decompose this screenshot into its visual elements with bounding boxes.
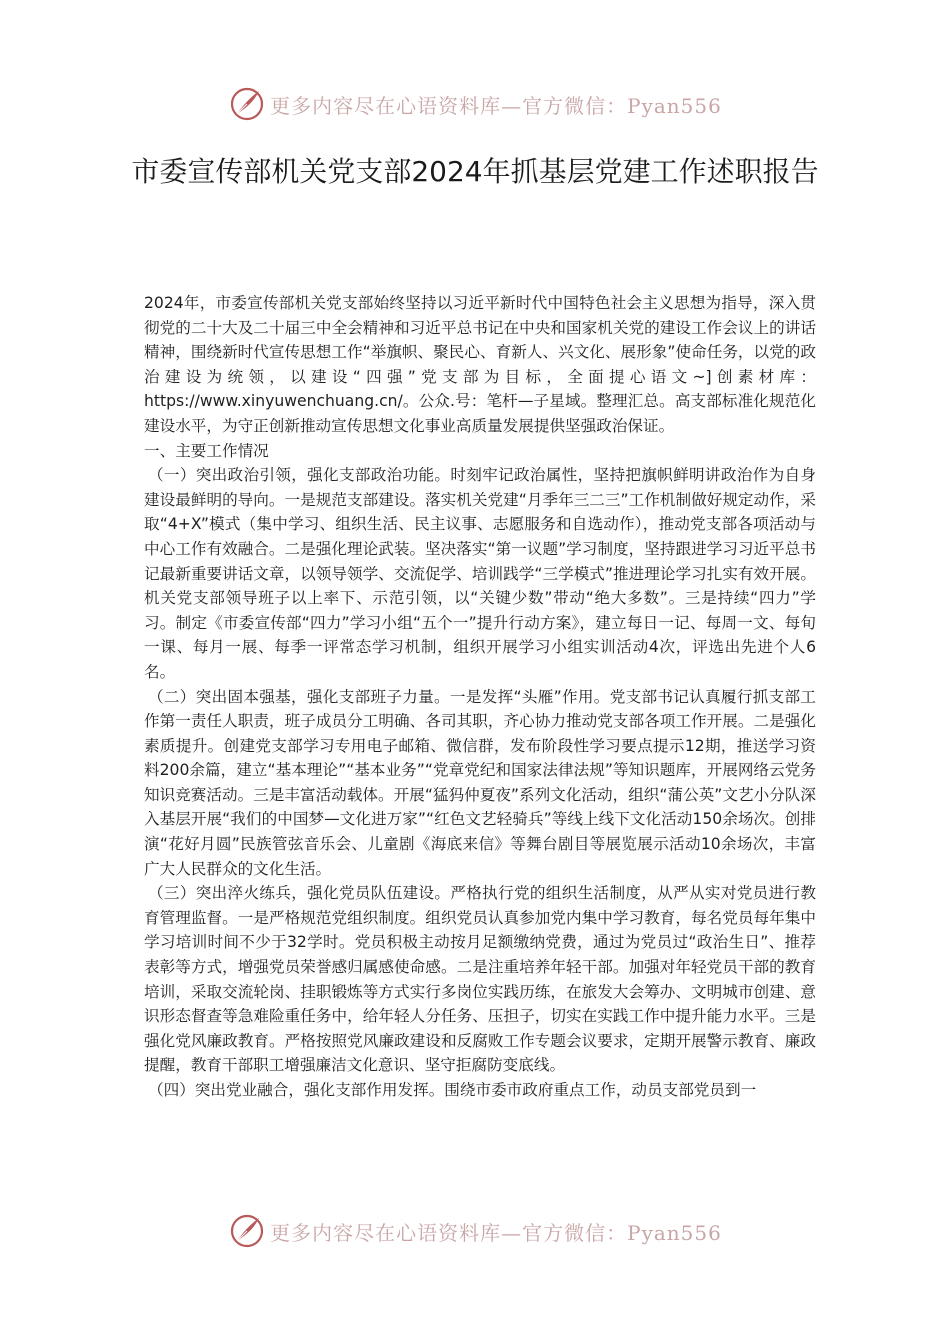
body-paragraph: （四）突出党业融合，强化支部作用发挥。围绕市委市政府重点工作，动员支部党员到一 [148, 1081, 757, 1099]
section-heading: 一、主要工作情况 [144, 441, 269, 460]
quill-logo-icon [228, 85, 266, 123]
watermark-banner-top [0, 82, 950, 126]
quill-logo-icon [228, 1212, 266, 1250]
document-body [144, 291, 816, 1103]
body-paragraph: （一）突出政治引领，强化支部政治功能。时刻牢记政治属性，坚持把旗帜鲜明讲政治作为自身建设最鲜明的导向。一是规范支部建设。落实机关党建“月季年三二三”工作机制做好规定动作，采取“4+X”模式（集中学习、组织生活、民主议事、志愿服务和自选动作），推动党支部各项活动与中心工作有效融合。二是强化理论武装。坚决落实“第一议题”学习制度，坚持跟进学习习近平总书记最新重要讲话文章，以领导领学、交流促学、培训践学“三学模式”推进理论学习扎实有效开展。机关党支部领导班子以上率下、示范引领，以“关键少数”带动“绝大多数”。三是持续“四力”学习。制定《市委宣传部“四力”学习小组“五个一”提升行动方案》，建立每日一记、每周一文、每旬一课、每月一展、每季一评常态学习机制，组织开展学习小组实训活动4次，评选出先进个人6名。 [144, 466, 816, 681]
intro-paragraph: 2024年，市委宣传部机关党支部始终坚持以习近平新时代中国特色社会主义思想为指导，深入贯彻党的二十大及二十届三中全会精神和习近平总书记在中央和国家机关党的建设工作会议上的讲话精神，围绕新时代宣传思想工作“举旗帜、聚民心、育新人、兴文化、展形象”使命任务，以党的政治建设为统领，以建设“四强”党支部为目标，全面提心语文~]创素材库：https://www.xinyuwenchuang.cn/。公众.号：笔杆—子星域。整理汇总。高支部标准化规范化建设水平，为守正创新推动宣传思想文化事业高质量发展提供坚强政治保证。 [144, 294, 816, 435]
watermark-text: 更多内容尽在心语资料库—官方微信：Pyan556 [270, 93, 722, 118]
document-title: 市委宣传部机关党支部2024年抓基层党建工作述职报告 [131, 155, 819, 188]
body-paragraph: （三）突出淬火练兵，强化党员队伍建设。严格执行党的组织生活制度，从严从实对党员进行教育管理监督。一是严格规范党组织制度。组织党员认真参加党内集中学习教育，每名党员每年集中学习培训时间不少于32学时。党员积极主动按月足额缴纳党费，通过为党员过“政治生日”、推荐表彰等方式，增强党员荣誉感归属感使命感。二是注重培养年轻干部。加强对年轻党员干部的教育培训，采取交流轮岗、挂职锻炼等方式实行多岗位实践历练，在旅发大会筹办、文明城市创建、意识形态督查等急难险重任务中，给年轻人分任务、压担子，切实在实践工作中提升能力水平。三是强化党风廉政教育。严格按照党风廉政建设和反腐败工作专题会议要求，定期开展警示教育、廉政提醒，教育干部职工增强廉洁文化意识、坚守拒腐防变底线。 [144, 884, 816, 1075]
body-paragraph: （二）突出固本强基，强化支部班子力量。一是发挥“头雁”作用。党支部书记认真履行抓支部工作第一责任人职责，班子成员分工明确、各司其职，齐心协力推动党支部各项工作开展。二是强化素质提升。创建党支部学习专用电子邮箱、微信群，发布阶段性学习要点提示12期，推送学习资料200余篇，建立“基本理论”“基本业务”“党章党纪和国家法律法规”等知识题库，开展网络云党务知识竞赛活动。三是丰富活动载体。开展“猛犸仲夏夜”系列文化活动，组织“蒲公英”文艺小分队深入基层开展“我们的中国梦—文化进万家”“红色文艺轻骑兵”等线上线下文化活动150余场次。创排演“花好月圆”民族管弦音乐会、儿童剧《海底来信》等舞台剧目等展览展示活动10余场次，丰富广大人民群众的文化生活。 [144, 687, 816, 878]
watermark-banner-bottom [0, 1209, 950, 1253]
watermark-text: 更多内容尽在心语资料库—官方微信：Pyan556 [270, 1220, 722, 1245]
